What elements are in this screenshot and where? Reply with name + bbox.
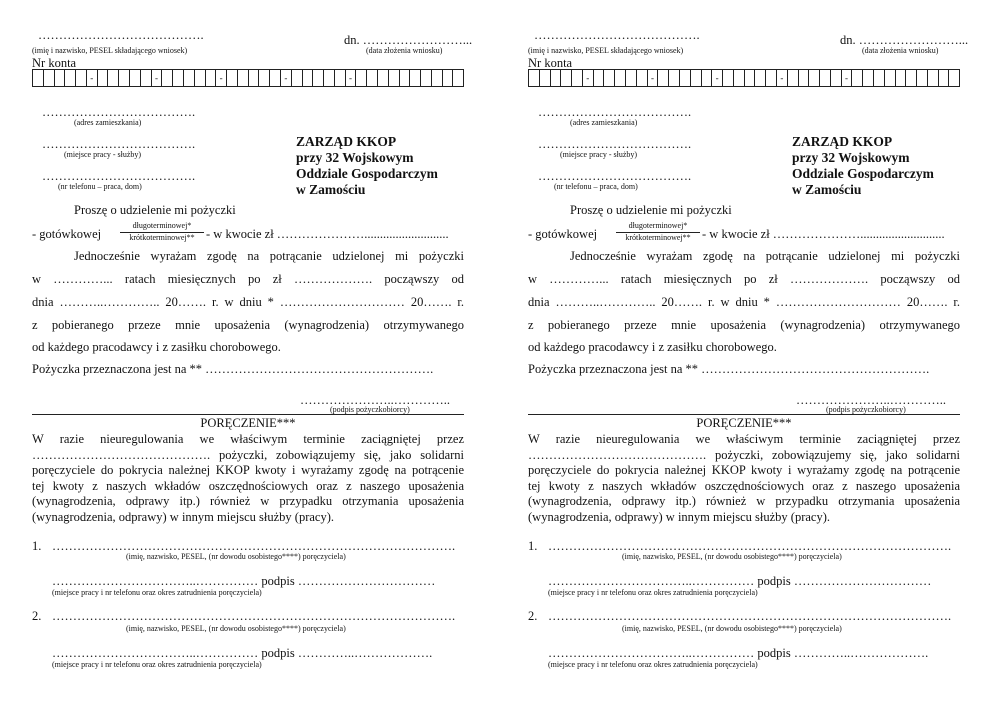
guarantee-line: (wynagrodzenia, odprawy) w innym miejscu służby (pracy).	[32, 509, 334, 524]
account-digit-box[interactable]	[540, 70, 551, 86]
employer-line: od każdego pracodawcy i z zasiłku chorobowego.	[32, 340, 281, 354]
long-term-option[interactable]: długoterminowej*	[132, 221, 192, 230]
address-field[interactable]: ……………………………….	[42, 105, 196, 119]
account-digit-box[interactable]	[44, 70, 55, 86]
account-digit-box[interactable]	[702, 70, 713, 86]
cash-loan-label: - gotówkowej	[528, 227, 598, 241]
consent-line: Jednocześnie wyrażam zgodę na potrącanie udzielonej mi pożyczki	[74, 249, 464, 263]
loan-term-choice[interactable]	[116, 221, 208, 243]
account-number-boxes[interactable]	[32, 69, 464, 87]
workplace-field[interactable]: ……………………………….	[42, 137, 196, 151]
guarantor-1-work-signature-field[interactable]: ……………………………..…………… podpis ……………………………	[548, 574, 932, 588]
account-digit-box[interactable]	[389, 70, 400, 86]
guarantee-title: PORĘCZENIE***	[696, 416, 792, 430]
applicant-field[interactable]: ………………………………….	[38, 28, 204, 42]
amount-field[interactable]: - w kwocie zł …………………...........................	[206, 227, 449, 241]
recipient-line: w Zamościu	[792, 182, 862, 197]
account-digit-box[interactable]	[76, 70, 87, 86]
guarantor-2-number: 2.	[32, 609, 42, 623]
recipient-line: Oddziale Gospodarczym	[792, 166, 934, 181]
account-digit-box[interactable]	[755, 70, 766, 86]
account-label: Nr konta	[528, 56, 573, 70]
account-digit-box[interactable]	[680, 70, 691, 86]
account-digit-box[interactable]	[324, 70, 335, 86]
account-digit-box[interactable]	[335, 70, 346, 86]
account-digit-box[interactable]	[227, 70, 238, 86]
account-digit-box[interactable]	[572, 70, 583, 86]
guarantor-2-identity-field[interactable]: …………………………………………………………………………………….	[52, 609, 456, 623]
address-caption: (adres zamieszkania)	[570, 118, 638, 127]
account-digit-box[interactable]	[367, 70, 378, 86]
guarantor-2-work-caption: (miejsce pracy i nr telefonu oraz okres zatrudnienia poręczyciela)	[52, 660, 262, 669]
guarantor-2-identity-caption: (imię, nazwisko, PESEL, (nr dowodu osobistego****) poręczyciela)	[622, 624, 842, 633]
account-digit-box[interactable]	[130, 70, 141, 86]
account-digit-box[interactable]	[669, 70, 680, 86]
guarantee-paragraph	[32, 432, 464, 525]
account-digit-box[interactable]	[745, 70, 756, 86]
guarantor-1-work-caption: (miejsce pracy i nr telefonu oraz okres zatrudnienia poręczyciela)	[548, 588, 758, 597]
account-digit-box[interactable]	[529, 70, 540, 86]
recipient-line: ZARZĄD KKOP	[792, 134, 893, 149]
cash-loan-label: - gotówkowej	[32, 227, 102, 241]
account-digit-box[interactable]	[195, 70, 206, 86]
guarantor-1-identity-caption: (imię, nazwisko, PESEL, (nr dowodu osobistego****) poręczyciela)	[622, 552, 842, 561]
account-digit-box[interactable]: -	[216, 70, 227, 86]
account-digit-box[interactable]	[238, 70, 249, 86]
workplace-field[interactable]: ……………………………….	[538, 137, 692, 151]
account-digit-box[interactable]	[691, 70, 702, 86]
guarantor-2-identity-caption: (imię, nazwisko, PESEL, (nr dowodu osobistego****) poręczyciela)	[126, 624, 346, 633]
employer-line: od każdego pracodawcy i z zasiłku chorobowego.	[528, 340, 777, 354]
account-digit-box[interactable]	[259, 70, 270, 86]
account-digit-box[interactable]	[928, 70, 939, 86]
account-digit-box[interactable]	[98, 70, 109, 86]
account-digit-box[interactable]	[799, 70, 810, 86]
guarantee-line: (wynagrodzenia, odprawy itp.) również w przypadku otrzymania uposażenia	[32, 494, 464, 508]
account-digit-box[interactable]: -	[152, 70, 163, 86]
account-digit-box[interactable]	[561, 70, 572, 86]
purpose-line[interactable]: Pożyczka przeznaczona jest na ** ……………………………………………….	[528, 362, 930, 376]
account-digit-box[interactable]: -	[777, 70, 788, 86]
loan-request: Proszę o udzielenie mi pożyczki	[570, 203, 732, 217]
guarantor-2-identity-field[interactable]: …………………………………………………………………………………….	[548, 609, 952, 623]
account-digit-box[interactable]	[378, 70, 389, 86]
account-digit-box[interactable]	[400, 70, 411, 86]
phone-caption: (nr telefonu – praca, dom)	[58, 182, 142, 191]
account-digit-box[interactable]	[432, 70, 443, 86]
account-digit-box[interactable]: -	[648, 70, 659, 86]
recipient-line: ZARZĄD KKOP	[296, 134, 397, 149]
date-caption: (data złożenia wniosku)	[366, 46, 443, 55]
workplace-caption: (miejsce pracy - służby)	[560, 150, 638, 159]
guarantor-2-work-caption: (miejsce pracy i nr telefonu oraz okres zatrudnienia poręczyciela)	[548, 660, 758, 669]
recipient-line: w Zamościu	[296, 182, 366, 197]
account-digit-box[interactable]	[788, 70, 799, 86]
account-label: Nr konta	[32, 56, 77, 70]
loan-request: Proszę o udzielenie mi pożyczki	[74, 203, 236, 217]
account-digit-box[interactable]	[831, 70, 842, 86]
guarantor-1-number: 1.	[32, 539, 42, 553]
account-digit-box[interactable]	[820, 70, 831, 86]
installments-line[interactable]: w …………... ratach miesięcznych po zł ………………. począwszy od	[32, 272, 464, 286]
account-digit-box[interactable]	[874, 70, 885, 86]
guarantee-line: poręczyciele do pokrycia należnej KKOP kwoty i wyrażamy zgodę na potrącenie	[528, 463, 960, 477]
dates-line[interactable]: dnia ………..………….. 20……. r. w dniu * ………………………… 20……. r.	[32, 295, 464, 309]
account-digit-box[interactable]	[658, 70, 669, 86]
date-field[interactable]: dn. ……………………...	[840, 33, 969, 47]
account-digit-box[interactable]	[637, 70, 648, 86]
guarantee-line: W razie nieuregulowania we właściwym terminie zaciągniętej przez	[528, 432, 960, 446]
account-digit-box[interactable]	[356, 70, 367, 86]
account-digit-box[interactable]	[249, 70, 260, 86]
account-digit-box[interactable]	[292, 70, 303, 86]
guarantee-line: (wynagrodzenia, odprawy) w innym miejscu służby (pracy).	[528, 509, 830, 524]
account-digit-box[interactable]	[551, 70, 562, 86]
account-digit-box[interactable]	[594, 70, 605, 86]
phone-caption: (nr telefonu – praca, dom)	[554, 182, 638, 191]
account-digit-box[interactable]	[443, 70, 454, 86]
applicant-caption: (imię i nazwisko, PESEL składającego wniosek)	[528, 46, 684, 55]
account-digit-box[interactable]	[119, 70, 130, 86]
account-digit-box[interactable]	[734, 70, 745, 86]
guarantor-2-number: 2.	[528, 609, 538, 623]
account-digit-box[interactable]	[313, 70, 324, 86]
section-divider	[32, 414, 464, 415]
guarantee-paragraph	[528, 432, 960, 525]
salary-line: z pobieranego przeze mnie uposażenia (wynagrodzenia) otrzymywanego	[32, 318, 464, 332]
account-digit-box[interactable]: -	[346, 70, 357, 86]
account-digit-box[interactable]	[184, 70, 195, 86]
recipient-block	[296, 134, 438, 198]
date-field[interactable]: dn. ……………………...	[344, 33, 473, 47]
account-digit-box[interactable]	[108, 70, 119, 86]
account-digit-box[interactable]	[173, 70, 184, 86]
borrower-signature-caption: (podpis pożyczkobiorcy)	[330, 405, 410, 414]
borrower-signature-caption: (podpis pożyczkobiorcy)	[826, 405, 906, 414]
account-digit-box[interactable]: -	[583, 70, 594, 86]
workplace-caption: (miejsce pracy - służby)	[64, 150, 142, 159]
installments-line[interactable]: w …………... ratach miesięcznych po zł ………………. począwszy od	[528, 272, 960, 286]
guarantor-1-work-signature-field[interactable]: ……………………………..…………… podpis ……………………………	[52, 574, 436, 588]
account-digit-box[interactable]	[33, 70, 44, 86]
loan-term-choice[interactable]	[612, 221, 704, 243]
applicant-caption: (imię i nazwisko, PESEL składającego wniosek)	[32, 46, 188, 55]
account-number-boxes[interactable]	[528, 69, 960, 87]
borrower-signature-field[interactable]: …………………..…………..	[300, 393, 450, 407]
amount-field[interactable]: - w kwocie zł …………………...........................	[702, 227, 945, 241]
consent-line: Jednocześnie wyrażam zgodę na potrącanie udzielonej mi pożyczki	[570, 249, 960, 263]
account-digit-box[interactable]	[766, 70, 777, 86]
account-digit-box[interactable]	[410, 70, 421, 86]
guarantor-2-work-signature-field[interactable]: ……………………………..…………… podpis …………..……………….	[548, 646, 929, 660]
account-digit-box[interactable]	[885, 70, 896, 86]
recipient-block	[792, 134, 934, 198]
short-term-option[interactable]: krótkoterminowej**	[129, 233, 195, 242]
account-digit-box[interactable]	[421, 70, 432, 86]
guarantee-line: W razie nieuregulowania we właściwym terminie zaciągniętej przez	[32, 432, 464, 446]
account-digit-box[interactable]	[270, 70, 281, 86]
account-digit-box[interactable]	[896, 70, 907, 86]
loan-application-form-right	[528, 0, 969, 701]
guarantee-line[interactable]: ……………………………………. pożyczki, zobowiązujemy się, jako solidarni	[32, 447, 464, 462]
dates-line[interactable]: dnia ………..………….. 20……. r. w dniu * ………………………… 20……. r.	[528, 295, 960, 309]
purpose-line[interactable]: Pożyczka przeznaczona jest na ** ……………………………………………….	[32, 362, 434, 376]
guarantee-line: tej kwoty z naszych wkładów oszczędnościowych oraz z naszego uposażenia	[528, 478, 960, 493]
phone-field[interactable]: ……………………………….	[42, 169, 196, 183]
account-digit-box[interactable]	[615, 70, 626, 86]
guarantee-title: PORĘCZENIE***	[200, 416, 296, 430]
long-term-option[interactable]: długoterminowej*	[628, 221, 688, 230]
date-caption: (data złożenia wniosku)	[862, 46, 939, 55]
borrower-signature-field[interactable]: …………………..…………..	[796, 393, 946, 407]
short-term-option[interactable]: krótkoterminowej**	[625, 233, 691, 242]
account-digit-box[interactable]	[303, 70, 314, 86]
account-digit-box[interactable]	[162, 70, 173, 86]
recipient-line: przy 32 Wojskowym	[296, 150, 414, 165]
account-digit-box[interactable]: -	[712, 70, 723, 86]
account-digit-box[interactable]	[626, 70, 637, 86]
account-digit-box[interactable]	[949, 70, 960, 86]
account-digit-box[interactable]	[852, 70, 863, 86]
loan-application-form-left	[32, 0, 473, 701]
guarantee-line: (wynagrodzenia, odprawy itp.) również w przypadku otrzymania uposażenia	[528, 494, 960, 508]
salary-line: z pobieranego przeze mnie uposażenia (wynagrodzenia) otrzymywanego	[528, 318, 960, 332]
address-field[interactable]: ……………………………….	[538, 105, 692, 119]
account-digit-box[interactable]	[917, 70, 928, 86]
account-digit-box[interactable]	[453, 70, 464, 86]
account-digit-box[interactable]	[141, 70, 152, 86]
guarantee-line: poręczyciele do pokrycia należnej KKOP kwoty i wyrażamy zgodę na potrącenie	[32, 463, 464, 477]
account-digit-box[interactable]	[65, 70, 76, 86]
guarantee-line[interactable]: ……………………………………. pożyczki, zobowiązujemy się, jako solidarni	[528, 447, 960, 462]
guarantor-1-identity-field[interactable]: …………………………………………………………………………………….	[52, 539, 456, 553]
phone-field[interactable]: ……………………………….	[538, 169, 692, 183]
account-digit-box[interactable]	[809, 70, 820, 86]
account-digit-box[interactable]	[604, 70, 615, 86]
account-digit-box[interactable]: -	[281, 70, 292, 86]
guarantor-1-number: 1.	[528, 539, 538, 553]
address-caption: (adres zamieszkania)	[74, 118, 142, 127]
guarantor-1-identity-caption: (imię, nazwisko, PESEL, (nr dowodu osobistego****) poręczyciela)	[126, 552, 346, 561]
guarantor-1-work-caption: (miejsce pracy i nr telefonu oraz okres zatrudnienia poręczyciela)	[52, 588, 262, 597]
account-digit-box[interactable]	[723, 70, 734, 86]
account-digit-box[interactable]	[939, 70, 950, 86]
account-digit-box[interactable]: -	[842, 70, 853, 86]
account-digit-box[interactable]	[906, 70, 917, 86]
section-divider	[528, 414, 960, 415]
recipient-line: Oddziale Gospodarczym	[296, 166, 438, 181]
guarantee-line: tej kwoty z naszych wkładów oszczędnościowych oraz z naszego uposażenia	[32, 478, 464, 493]
account-digit-box[interactable]	[55, 70, 66, 86]
account-digit-box[interactable]	[863, 70, 874, 86]
recipient-line: przy 32 Wojskowym	[792, 150, 910, 165]
guarantor-1-identity-field[interactable]: …………………………………………………………………………………….	[548, 539, 952, 553]
guarantor-2-work-signature-field[interactable]: ……………………………..…………… podpis …………..……………….	[52, 646, 433, 660]
account-digit-box[interactable]: -	[87, 70, 98, 86]
applicant-field[interactable]: ………………………………….	[534, 28, 700, 42]
account-digit-box[interactable]	[206, 70, 217, 86]
